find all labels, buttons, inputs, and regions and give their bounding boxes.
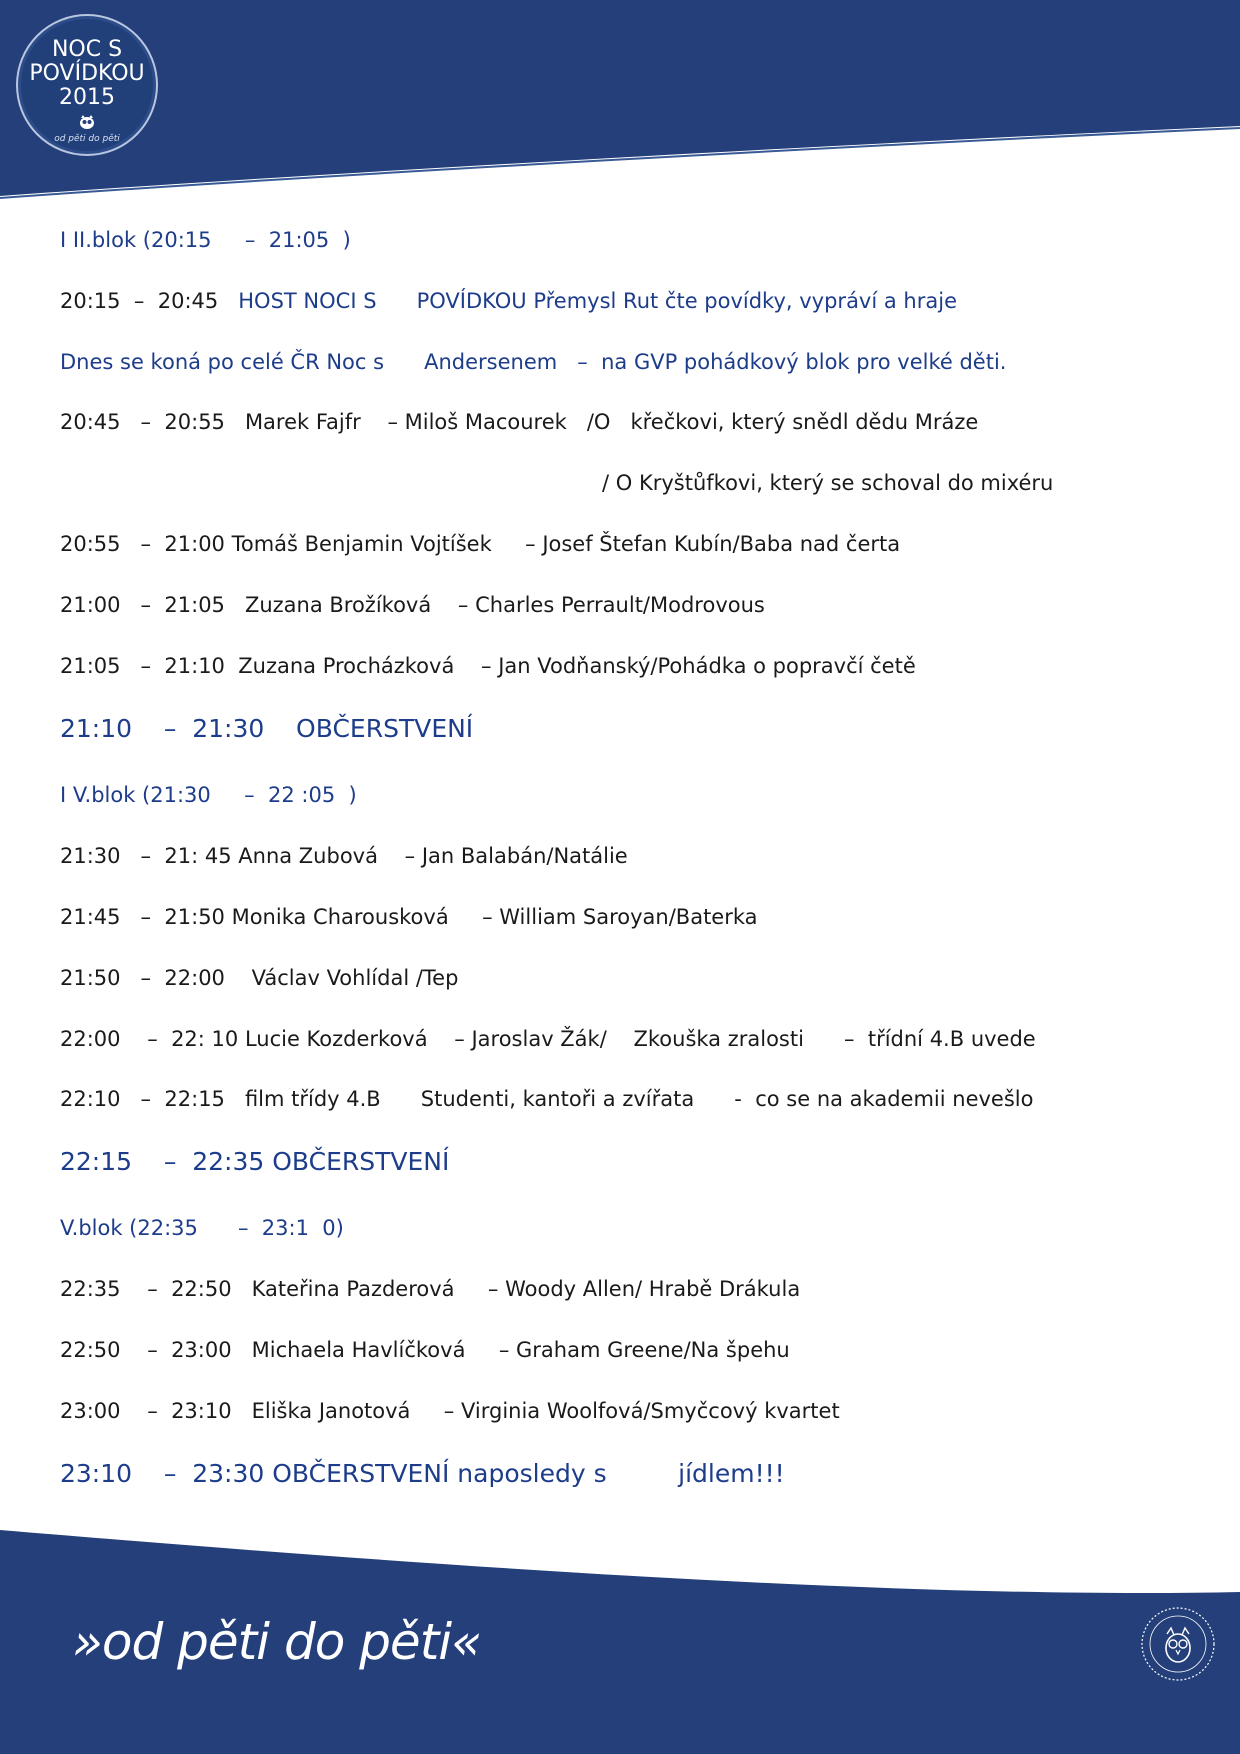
- schedule-item: 22:00 – 22: 10 Lucie Kozderková – Jaroslav Žák/ Zkouška zralosti – třídní 4.B uvede: [60, 1027, 1036, 1051]
- schedule-item: 22:50 – 23:00 Michaela Havlíčková – Graham Greene/Na špehu: [60, 1338, 790, 1362]
- block-5-heading: V.blok (22:35 – 23:1 0): [60, 1216, 344, 1240]
- refreshment-break: 21:10 – 21:30 OBČERSTVENÍ: [60, 714, 474, 743]
- schedule-item: 21:45 – 21:50 Monika Charousková – William Saroyan/Baterka: [60, 905, 758, 929]
- school-owl-seal-icon: [1138, 1604, 1218, 1684]
- schedule-item: 22:10 – 22:15 film třídy 4.B Studenti, kantoři a zvířata - co se na akademii nevešlo: [60, 1087, 1034, 1111]
- logo-line-2: POVÍDKOU: [29, 61, 145, 86]
- schedule-item: 21:30 – 21: 45 Anna Zubová – Jan Balabán/Natálie: [60, 844, 628, 868]
- event-logo: [16, 14, 158, 156]
- schedule-item: 22:35 – 22:50 Kateřina Pazderová – Woody Allen/ Hrabě Drákula: [60, 1277, 801, 1301]
- logo-year: 2015: [59, 85, 115, 110]
- logo-subtitle: od pěti do pěti: [54, 134, 120, 144]
- block-4-heading: I V.blok (21:30 – 22 :05 ): [60, 783, 357, 807]
- schedule-item: 21:50 – 22:00 Václav Vohlídal /Tep: [60, 966, 459, 990]
- schedule-item-continuation: / O Kryštůfkovi, který se schoval do mixéru: [602, 471, 1054, 495]
- block-3-heading: I II.blok (20:15 – 21:05 ): [60, 228, 351, 252]
- logo-line-1: NOC S: [51, 37, 123, 62]
- schedule-item: 20:45 – 20:55 Marek Fajfr – Miloš Macourek /O křečkovi, který snědl dědu Mráze: [60, 410, 979, 434]
- final-refreshment: 23:10 – 23:30 OBČERSTVENÍ naposledy s jídlem!!!: [60, 1459, 785, 1488]
- footer-slogan: »od pěti do pěti«: [72, 1613, 482, 1671]
- schedule-item: 23:00 – 23:10 Eliška Janotová – Virginia Woolfová/Smyčcový kvartet: [60, 1399, 840, 1423]
- refreshment-break: 22:15 – 22:35 OBČERSTVENÍ: [60, 1147, 450, 1176]
- host-time: 20:15 – 20:45: [60, 289, 239, 313]
- schedule-item: 21:00 – 21:05 Zuzana Brožíková – Charles Perrault/Modrovous: [60, 593, 765, 617]
- host-description: HOST NOCI S POVÍDKOU Přemysl Rut čte povídky, vypráví a hraje: [238, 289, 957, 313]
- schedule-item: 21:05 – 21:10 Zuzana Procházková – Jan Vodňanský/Pohádka o popravčí četě: [60, 654, 916, 678]
- owl-icon: [77, 114, 97, 130]
- schedule-item-host: [60, 287, 1190, 315]
- andersen-note: Dnes se koná po celé ČR Noc s Andersenem – na GVP pohádkový blok pro velké děti.: [60, 350, 1007, 374]
- schedule-item: 20:55 – 21:00 Tomáš Benjamin Vojtíšek – Josef Štefan Kubín/Baba nad čerta: [60, 532, 901, 556]
- header-band: [0, 0, 1240, 200]
